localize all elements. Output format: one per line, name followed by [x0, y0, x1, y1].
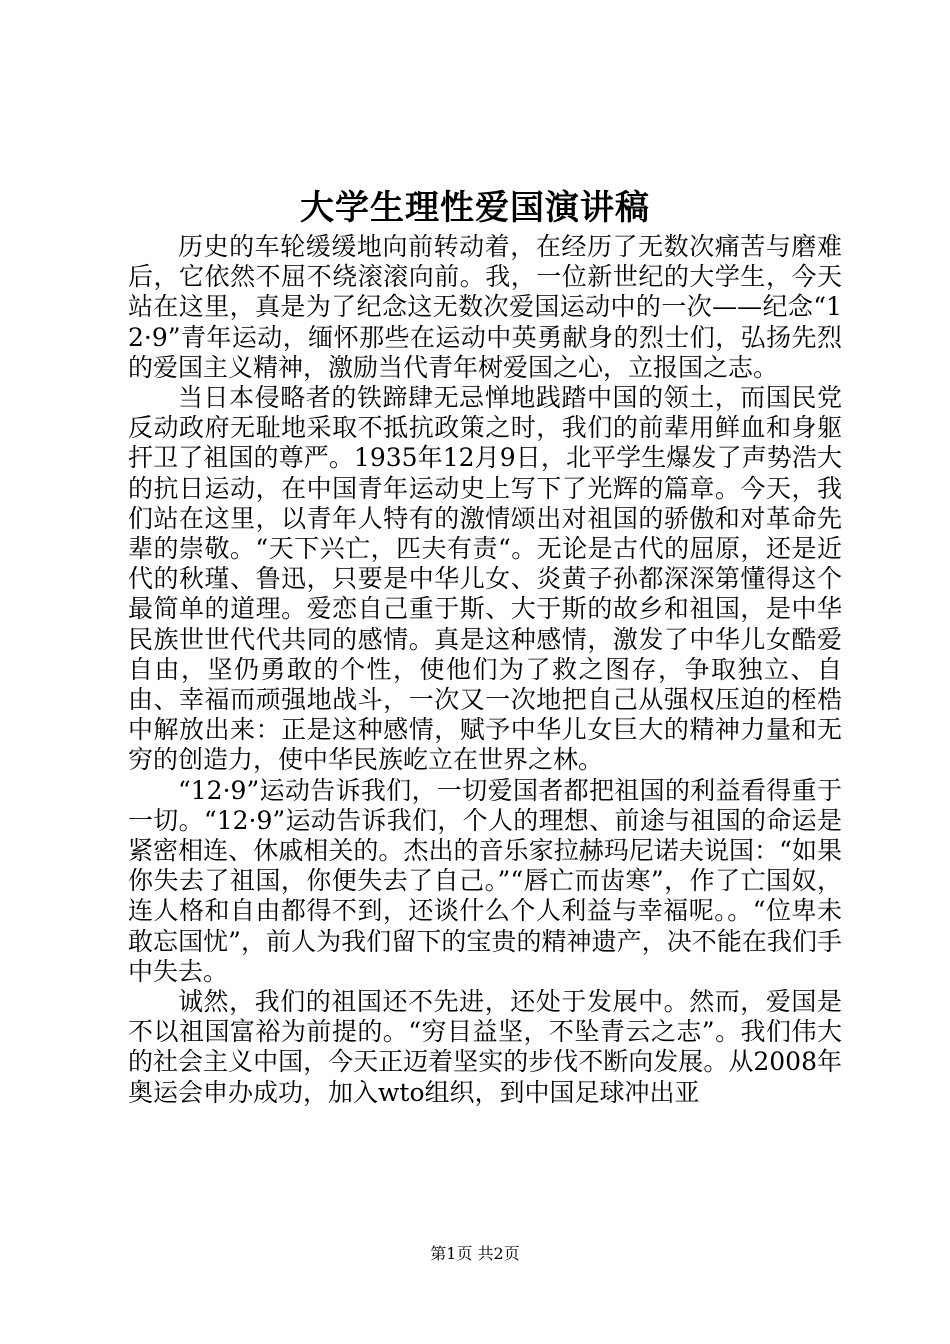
paragraph-3: “12·9”运动告诉我们，一切爱国者都把祖国的利益看得重于一切。“12·9”运动告诉我们，个人的理想、前途与祖国的命运是紧密相连、休戚相关的。杰出的音乐家拉赫玛尼诺夫说国：“如果你失去了祖国，你便失去了自己。”“唇亡而齿寒”，作了亡国奴，连人格和自由都得不到，还谈什么个人利益与幸福呢。。“位卑未敢忘国忧”，前人为我们留下的宝贵的精神遗产，决不能在我们手中失去。	[128, 775, 842, 986]
paragraph-4: 诚然，我们的祖国还不先进，还处于发展中。然而，爱国是不以祖国富裕为前提的。“穷目益坚，不坠青云之志”。我们伟大的社会主义中国，今天正迈着坚实的步伐不断向发展。从2008年奥运会申办成功，加入wto组织，到中国足球冲出亚	[128, 987, 842, 1107]
paragraph-1: 历史的车轮缓缓地向前转动着，在经历了无数次痛苦与磨难后，它依然不屈不绕滚滚向前。我，一位新世纪的大学生，今天站在这里，真是为了纪念这无数次爱国运动中的一次——纪念“12·9”青年运动，缅怀那些在运动中英勇献身的烈士们，弘扬先烈的爱国主义精神，激励当代青年树爱国之心，立报国之志。	[128, 232, 842, 382]
document-title: 大学生理性爱国演讲稿	[300, 188, 650, 228]
document-body	[128, 232, 842, 1108]
paragraph-2: 当日本侵略者的铁蹄肆无忌惮地践踏中国的领土，而国民党反动政府无耻地采取不抵抗政策之时，我们的前辈用鲜血和身躯扞卫了祖国的尊严。1935年12月9日，北平学生爆发了声势浩大的抗日运动，在中国青年运动史上写下了光辉的篇章。今天，我们站在这里，以青年人特有的激情颂出对祖国的骄傲和对革命先辈的崇敬。“天下兴亡，匹夫有责“。无论是古代的屈原，还是近代的秋瑾、鲁迅，只要是中华儿女、炎黄子孙都深深第懂得这个最简单的道理。爱恋自己重于斯、大于斯的故乡和祖国，是中华民族世世代代共同的感情。真是这种感情，激发了中华儿女酷爱自由，坚仍勇敢的个性，使他们为了救之图存，争取独立、自由、幸福而顽强地战斗，一次又一次地把自己从强权压迫的桎梏中解放出来：正是这种感情，赋予中华儿女巨大的精神力量和无穷的创造力，使中华民族屹立在世界之林。	[128, 383, 842, 775]
page-footer: 第1页 共2页	[430, 1244, 520, 1263]
